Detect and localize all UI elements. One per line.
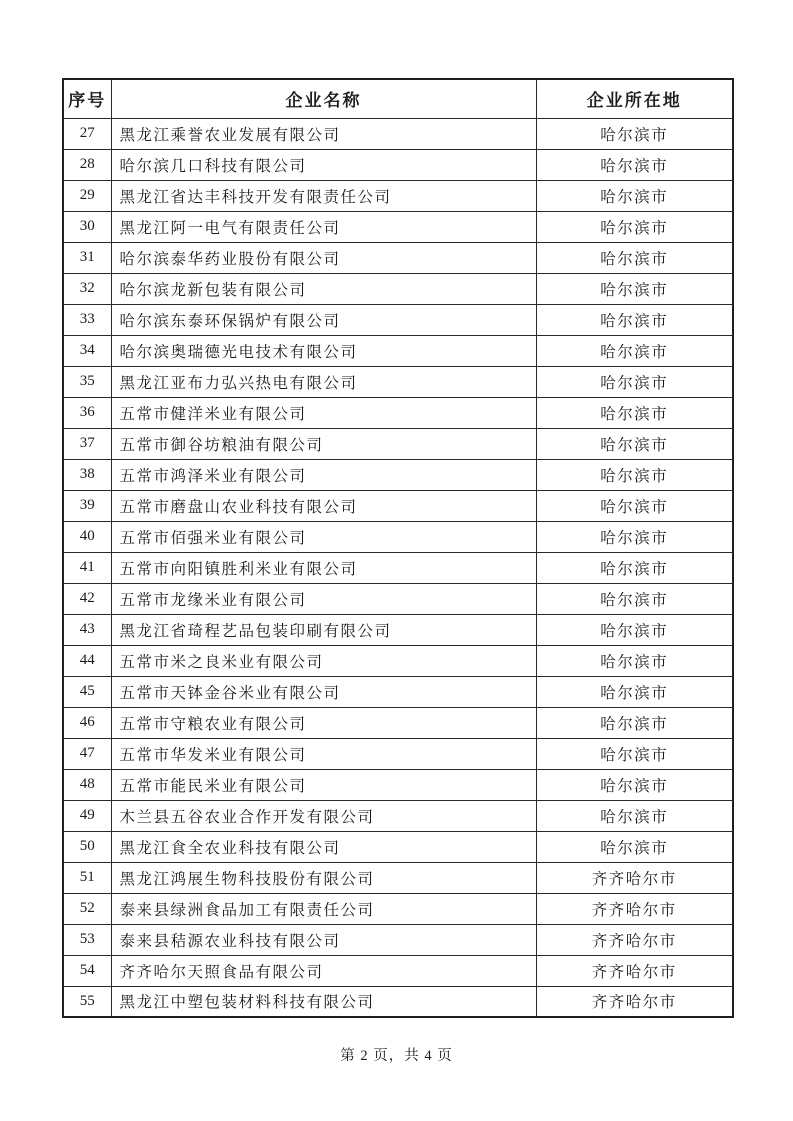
company-name-cell: 黑龙江亚布力弘兴热电有限公司	[111, 366, 536, 397]
serial-number-cell: 34	[63, 335, 111, 366]
serial-number-cell: 52	[63, 893, 111, 924]
table-row	[63, 521, 733, 552]
table-row	[63, 800, 733, 831]
serial-number-cell: 50	[63, 831, 111, 862]
serial-number-cell: 35	[63, 366, 111, 397]
header-serial-number: 序号	[63, 79, 111, 118]
company-name-cell: 五常市华发米业有限公司	[111, 738, 536, 769]
company-name-cell: 哈尔滨几口科技有限公司	[111, 149, 536, 180]
serial-number-cell: 29	[63, 180, 111, 211]
serial-number-cell: 33	[63, 304, 111, 335]
serial-number-cell: 55	[63, 986, 111, 1017]
table-row	[63, 552, 733, 583]
table-row	[63, 459, 733, 490]
company-location-cell: 哈尔滨市	[536, 428, 733, 459]
company-name-cell: 泰来县绿洲食品加工有限责任公司	[111, 893, 536, 924]
company-table	[62, 78, 734, 1018]
company-location-cell: 哈尔滨市	[536, 304, 733, 335]
company-name-cell: 黑龙江食全农业科技有限公司	[111, 831, 536, 862]
company-location-cell: 哈尔滨市	[536, 273, 733, 304]
company-name-cell: 哈尔滨龙新包装有限公司	[111, 273, 536, 304]
company-name-cell: 五常市佰强米业有限公司	[111, 521, 536, 552]
serial-number-cell: 45	[63, 676, 111, 707]
table-row	[63, 149, 733, 180]
company-name-cell: 黑龙江中塑包装材料科技有限公司	[111, 986, 536, 1017]
table-row	[63, 769, 733, 800]
company-location-cell: 齐齐哈尔市	[536, 862, 733, 893]
company-name-cell: 五常市天钵金谷米业有限公司	[111, 676, 536, 707]
serial-number-cell: 32	[63, 273, 111, 304]
company-location-cell: 哈尔滨市	[536, 521, 733, 552]
table-row	[63, 490, 733, 521]
company-name-cell: 黑龙江省琦程艺品包装印刷有限公司	[111, 614, 536, 645]
table-row	[63, 645, 733, 676]
company-name-cell: 黑龙江省达丰科技开发有限责任公司	[111, 180, 536, 211]
table-row	[63, 335, 733, 366]
table-row	[63, 676, 733, 707]
company-name-cell: 木兰县五谷农业合作开发有限公司	[111, 800, 536, 831]
company-location-cell: 哈尔滨市	[536, 614, 733, 645]
serial-number-cell: 46	[63, 707, 111, 738]
serial-number-cell: 47	[63, 738, 111, 769]
company-name-cell: 黑龙江乘誉农业发展有限公司	[111, 118, 536, 149]
serial-number-cell: 41	[63, 552, 111, 583]
company-location-cell: 哈尔滨市	[536, 118, 733, 149]
table-row	[63, 583, 733, 614]
company-name-cell: 五常市御谷坊粮油有限公司	[111, 428, 536, 459]
serial-number-cell: 30	[63, 211, 111, 242]
company-location-cell: 哈尔滨市	[536, 800, 733, 831]
serial-number-cell: 31	[63, 242, 111, 273]
company-location-cell: 哈尔滨市	[536, 459, 733, 490]
company-name-cell: 五常市龙缘米业有限公司	[111, 583, 536, 614]
serial-number-cell: 43	[63, 614, 111, 645]
company-location-cell: 齐齐哈尔市	[536, 986, 733, 1017]
company-location-cell: 哈尔滨市	[536, 583, 733, 614]
header-company-location: 企业所在地	[536, 79, 733, 118]
serial-number-cell: 42	[63, 583, 111, 614]
company-location-cell: 齐齐哈尔市	[536, 955, 733, 986]
table-row	[63, 304, 733, 335]
company-name-cell: 五常市向阳镇胜利米业有限公司	[111, 552, 536, 583]
serial-number-cell: 49	[63, 800, 111, 831]
serial-number-cell: 28	[63, 149, 111, 180]
company-name-cell: 哈尔滨泰华药业股份有限公司	[111, 242, 536, 273]
serial-number-cell: 53	[63, 924, 111, 955]
table-row	[63, 831, 733, 862]
table-header-row	[63, 79, 733, 118]
company-name-cell: 五常市磨盘山农业科技有限公司	[111, 490, 536, 521]
serial-number-cell: 40	[63, 521, 111, 552]
company-location-cell: 哈尔滨市	[536, 242, 733, 273]
company-location-cell: 哈尔滨市	[536, 831, 733, 862]
company-location-cell: 哈尔滨市	[536, 676, 733, 707]
serial-number-cell: 36	[63, 397, 111, 428]
serial-number-cell: 48	[63, 769, 111, 800]
company-location-cell: 哈尔滨市	[536, 552, 733, 583]
company-name-cell: 齐齐哈尔天照食品有限公司	[111, 955, 536, 986]
table-row	[63, 986, 733, 1017]
company-name-cell: 五常市能民米业有限公司	[111, 769, 536, 800]
table-row	[63, 273, 733, 304]
company-location-cell: 哈尔滨市	[536, 707, 733, 738]
company-name-cell: 五常市健洋米业有限公司	[111, 397, 536, 428]
company-name-cell: 泰来县秸源农业科技有限公司	[111, 924, 536, 955]
company-location-cell: 哈尔滨市	[536, 645, 733, 676]
serial-number-cell: 39	[63, 490, 111, 521]
table-row	[63, 428, 733, 459]
company-name-cell: 五常市米之良米业有限公司	[111, 645, 536, 676]
serial-number-cell: 54	[63, 955, 111, 986]
company-location-cell: 哈尔滨市	[536, 397, 733, 428]
company-name-cell: 哈尔滨东泰环保锅炉有限公司	[111, 304, 536, 335]
table-row	[63, 614, 733, 645]
company-location-cell: 哈尔滨市	[536, 149, 733, 180]
table-row	[63, 180, 733, 211]
company-location-cell: 哈尔滨市	[536, 211, 733, 242]
company-location-cell: 哈尔滨市	[536, 335, 733, 366]
table-row	[63, 366, 733, 397]
company-location-cell: 齐齐哈尔市	[536, 893, 733, 924]
table-row	[63, 862, 733, 893]
company-location-cell: 哈尔滨市	[536, 738, 733, 769]
table-row	[63, 893, 733, 924]
table-row	[63, 955, 733, 986]
table-body	[63, 118, 733, 1017]
company-location-cell: 哈尔滨市	[536, 366, 733, 397]
company-name-cell: 黑龙江阿一电气有限责任公司	[111, 211, 536, 242]
company-location-cell: 哈尔滨市	[536, 180, 733, 211]
header-company-name: 企业名称	[111, 79, 536, 118]
table-row	[63, 397, 733, 428]
serial-number-cell: 37	[63, 428, 111, 459]
company-location-cell: 齐齐哈尔市	[536, 924, 733, 955]
company-name-cell: 五常市守粮农业有限公司	[111, 707, 536, 738]
company-name-cell: 哈尔滨奥瑞德光电技术有限公司	[111, 335, 536, 366]
page-number-footer: 第 2 页，共 4 页	[340, 1048, 453, 1064]
table-row	[63, 118, 733, 149]
company-location-cell: 哈尔滨市	[536, 769, 733, 800]
serial-number-cell: 27	[63, 118, 111, 149]
table-row	[63, 924, 733, 955]
serial-number-cell: 51	[63, 862, 111, 893]
table-row	[63, 242, 733, 273]
table-row	[63, 211, 733, 242]
table-row	[63, 738, 733, 769]
serial-number-cell: 44	[63, 645, 111, 676]
company-name-cell: 黑龙江鸿展生物科技股份有限公司	[111, 862, 536, 893]
company-location-cell: 哈尔滨市	[536, 490, 733, 521]
serial-number-cell: 38	[63, 459, 111, 490]
table-row	[63, 707, 733, 738]
company-name-cell: 五常市鸿泽米业有限公司	[111, 459, 536, 490]
